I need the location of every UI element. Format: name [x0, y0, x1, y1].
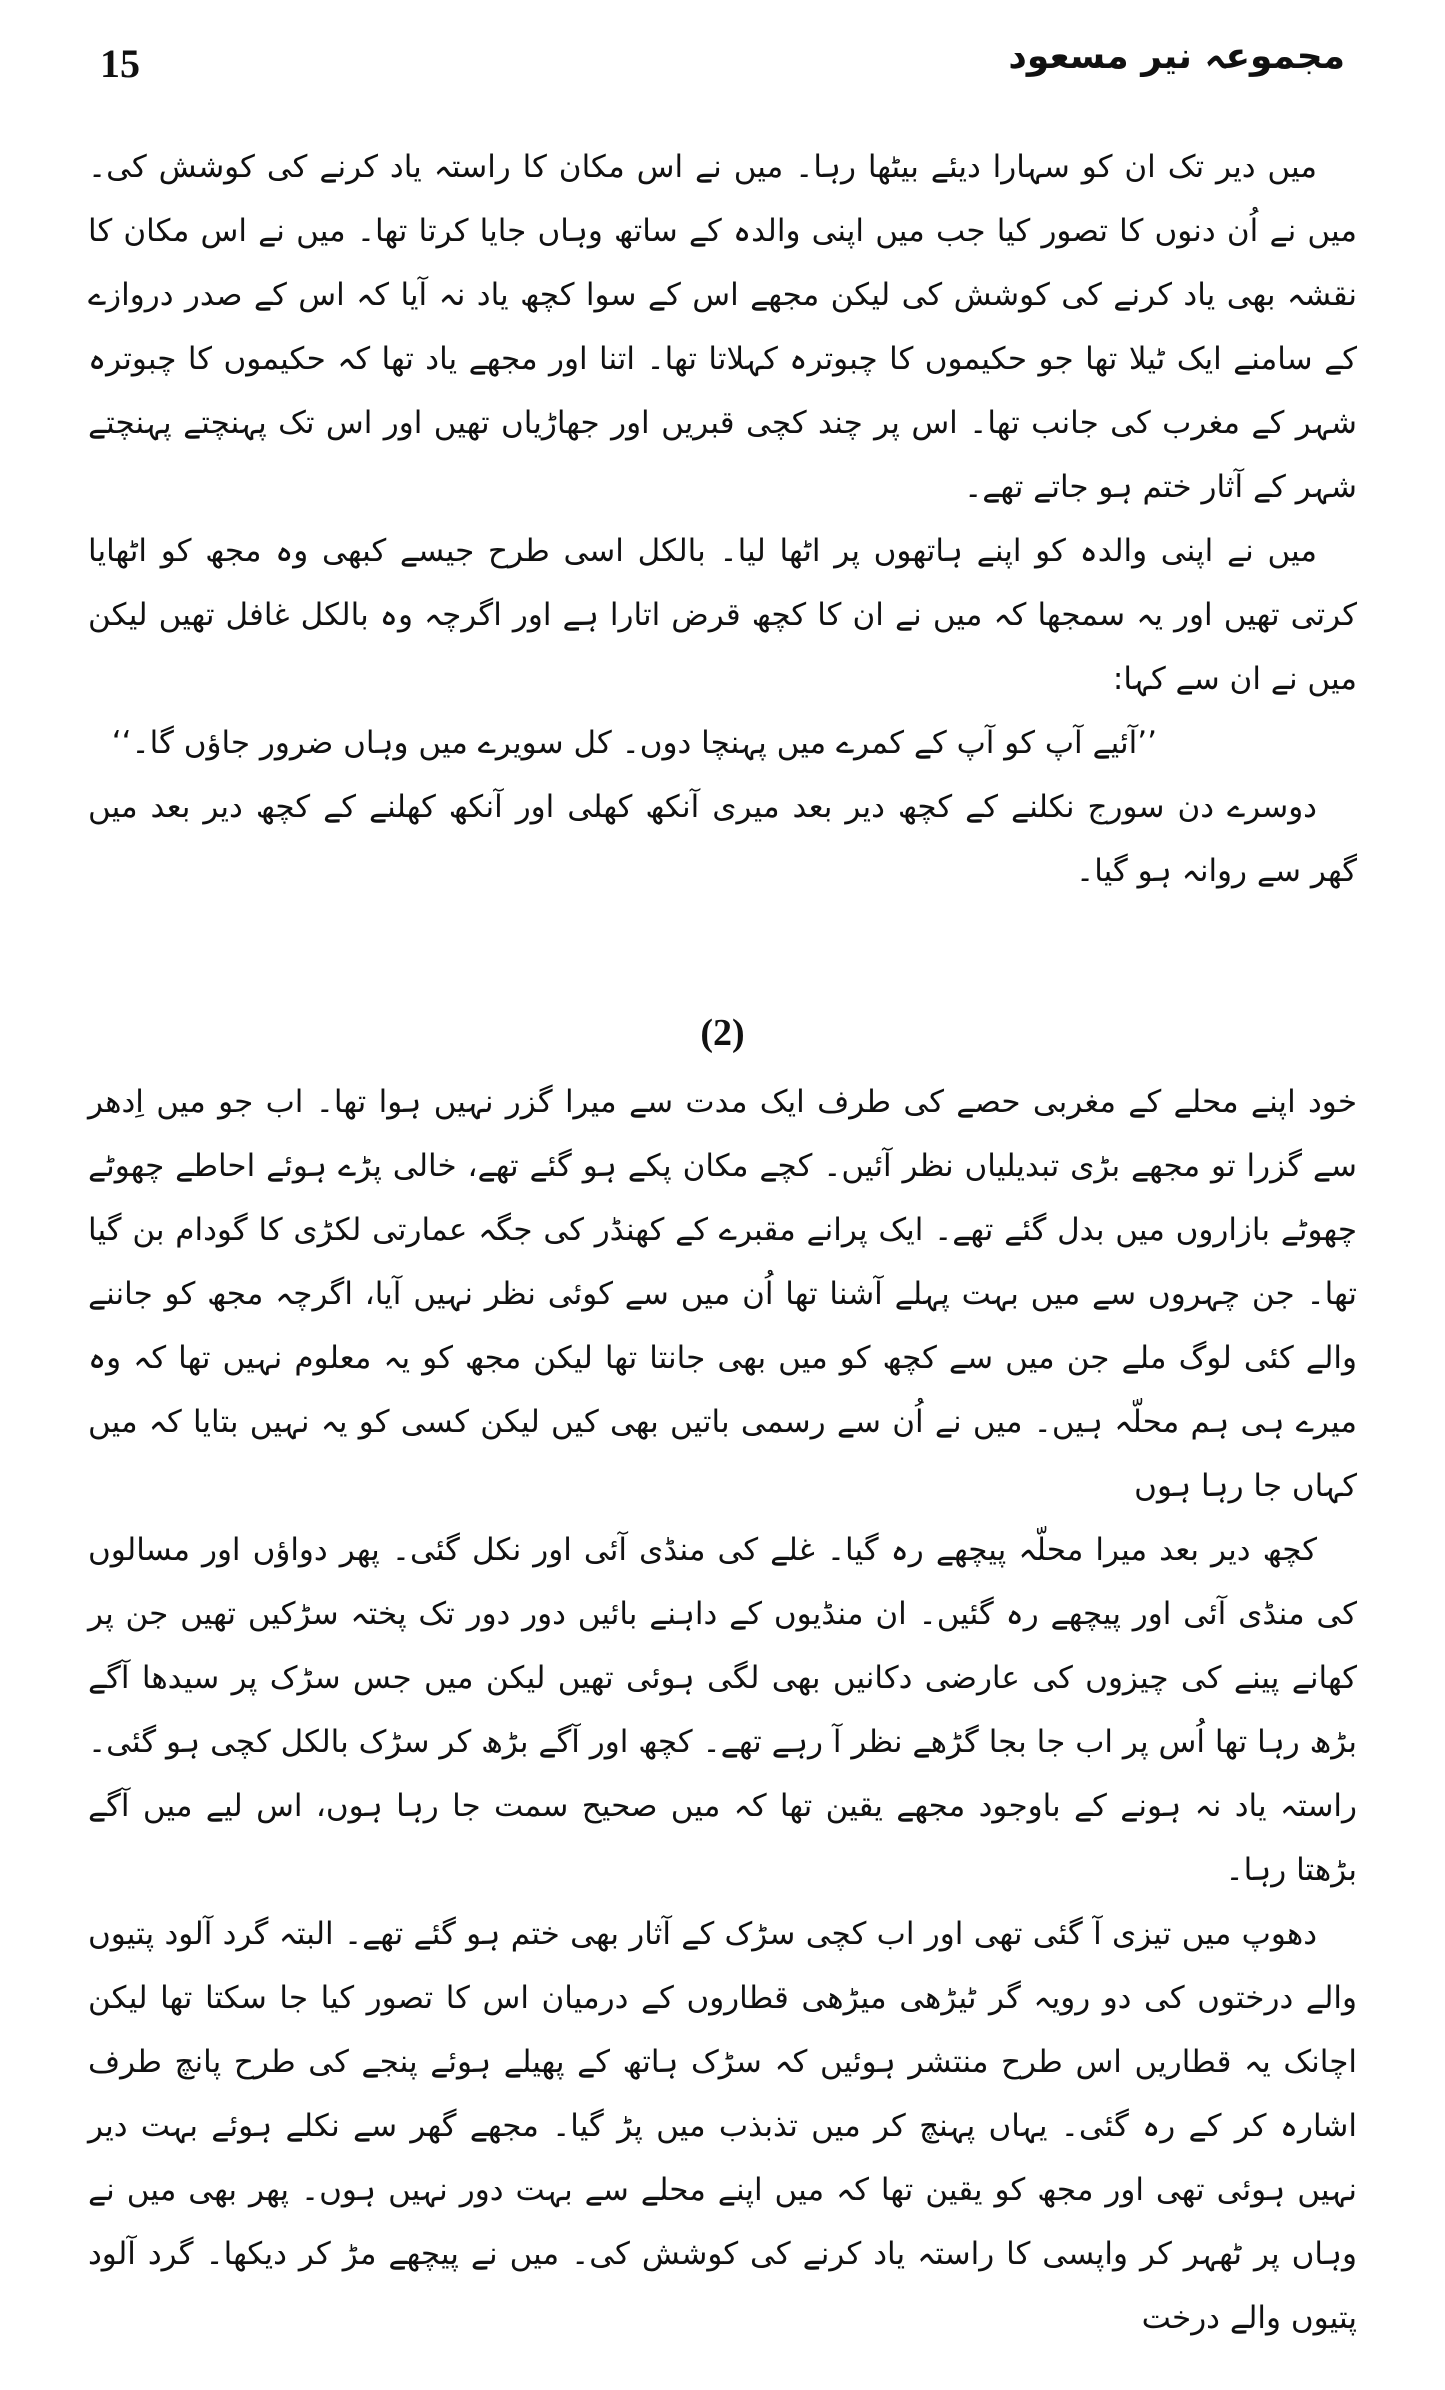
paragraph: دھوپ میں تیزی آ گئی تھی اور اب کچی سڑک کے آثار بھی ختم ہو گئے تھے۔ البتہ گرد آلود پتیوں والے درختوں کی دو رویہ گر ٹیڑھی میڑھی قطاروں کے درمیان اس کا تصور کیا جا سکتا تھا لیکن اچانک یہ قطاریں اس طرح منتشر ہوئیں کہ سڑک ہاتھ کے پھیلے ہوئے پنجے کی طرح پانچ طرف اشارہ کر کے رہ گئی۔ یہاں پہنچ کر میں تذبذب میں پڑ گیا۔ مجھے گھر سے نکلے ہوئے بہت دیر نہیں ہوئی تھی اور مجھ کو یقین تھا کہ میں اپنے محلے سے بہت دور نہیں ہوں۔ پھر بھی میں نے وہاں پر ٹھہر کر واپسی کا راستہ یاد کرنے کی کوشش کی۔ میں نے پیچھے مڑ کر دیکھا۔ گرد آلود پتیوں والے درخت	[88, 1916, 1358, 2336]
section-number: (2)	[700, 1012, 745, 1054]
page-header	[0, 36, 1445, 96]
page-body	[88, 135, 1357, 2370]
paragraph: کچھ دیر بعد میرا محلّہ پیچھے رہ گیا۔ غلے کی منڈی آئی اور نکل گئی۔ پھر دواؤں اور مسالوں کی منڈی آئی اور پیچھے رہ گئیں۔ ان منڈیوں کے داہنے بائیں دور دور تک پختہ سڑکیں تھیں جن پر کھانے پینے کی چیزوں کی عارضی دکانیں بھی لگی ہوئی تھیں لیکن میں جس سڑک پر سیدھا آگے بڑھ رہا تھا اُس پر اب جا بجا گڑھے نظر آ رہے تھے۔ کچھ اور آگے بڑھ کر سڑک بالکل کچی ہو گئی۔ راستہ یاد نہ ہونے کے باوجود مجھے یقین تھا کہ میں صحیح سمت جا رہا ہوں، اس لیے میں آگے بڑھتا رہا۔	[88, 1532, 1357, 1888]
section-1	[88, 135, 1357, 903]
paragraph: میں نے اپنی والدہ کو اپنے ہاتھوں پر اٹھا لیا۔ بالکل اسی طرح جیسے کبھی وہ مجھ کو اٹھایا کرتی تھیں اور یہ سمجھا کہ میں نے ان کا کچھ قرض اتارا ہے اور اگرچہ وہ بالکل غافل تھیں لیکن میں نے ان سے کہا:	[88, 533, 1357, 697]
paragraph: میں دیر تک ان کو سہارا دیئے بیٹھا رہا۔ میں نے اس مکان کا راستہ یاد کرنے کی کوشش کی۔ میں نے اُن دنوں کا تصور کیا جب میں اپنی والدہ کے ساتھ وہاں جایا کرتا تھا۔ میں نے اس مکان کا نقشہ بھی یاد کرنے کی کوشش کی لیکن مجھے اس کے سوا کچھ یاد نہ آیا کہ اس کے صدر دروازے کے سامنے ایک ٹیلا تھا جو حکیموں کا چبوترہ کہلاتا تھا۔ اتنا اور مجھے یاد تھا کہ حکیموں کا چبوترہ شہر کے مغرب کی جانب تھا۔ اس پر چند کچی قبریں اور جھاڑیاں تھیں اور اس تک پہنچتے پہنچتے شہر کے آثار ختم ہو جاتے تھے۔	[88, 149, 1357, 505]
section-2	[88, 1070, 1357, 2350]
page-number: 15	[100, 41, 140, 86]
paragraph: دوسرے دن سورج نکلنے کے کچھ دیر بعد میری آنکھ کھلی اور آنکھ کھلنے کے کچھ دیر بعد میں گھر سے روانہ ہو گیا۔	[88, 789, 1357, 889]
quotation: ’’آئیے آپ کو آپ کے کمرے میں پہنچا دوں۔ کل سویرے میں وہاں ضرور جاؤں گا۔‘‘	[111, 725, 1157, 761]
running-title: مجموعہ نیر مسعود	[1008, 36, 1345, 77]
paragraph: خود اپنے محلے کے مغربی حصے کی طرف ایک مدت سے میرا گزر نہیں ہوا تھا۔ اب جو میں اِدھر سے گزرا تو مجھے بڑی تبدیلیاں نظر آئیں۔ کچے مکان پکے ہو گئے تھے، خالی پڑے ہوئے احاطے چھوٹے چھوٹے بازاروں میں بدل گئے تھے۔ ایک پرانے مقبرے کے کھنڈر کی جگہ عمارتی لکڑی کا گودام بن گیا تھا۔ جن چہروں سے میں بہت پہلے آشنا تھا اُن میں سے کوئی نظر نہیں آیا، اگرچہ مجھ کو جاننے والے کئی لوگ ملے جن میں سے کچھ کو میں بھی جانتا تھا لیکن مجھ کو یہ معلوم نہیں تھا کہ وہ میرے ہی ہم محلّہ ہیں۔ میں نے اُن سے رسمی باتیں بھی کیں لیکن کسی کو یہ نہیں بتایا کہ میں کہاں جا رہا ہوں	[88, 1084, 1357, 1504]
